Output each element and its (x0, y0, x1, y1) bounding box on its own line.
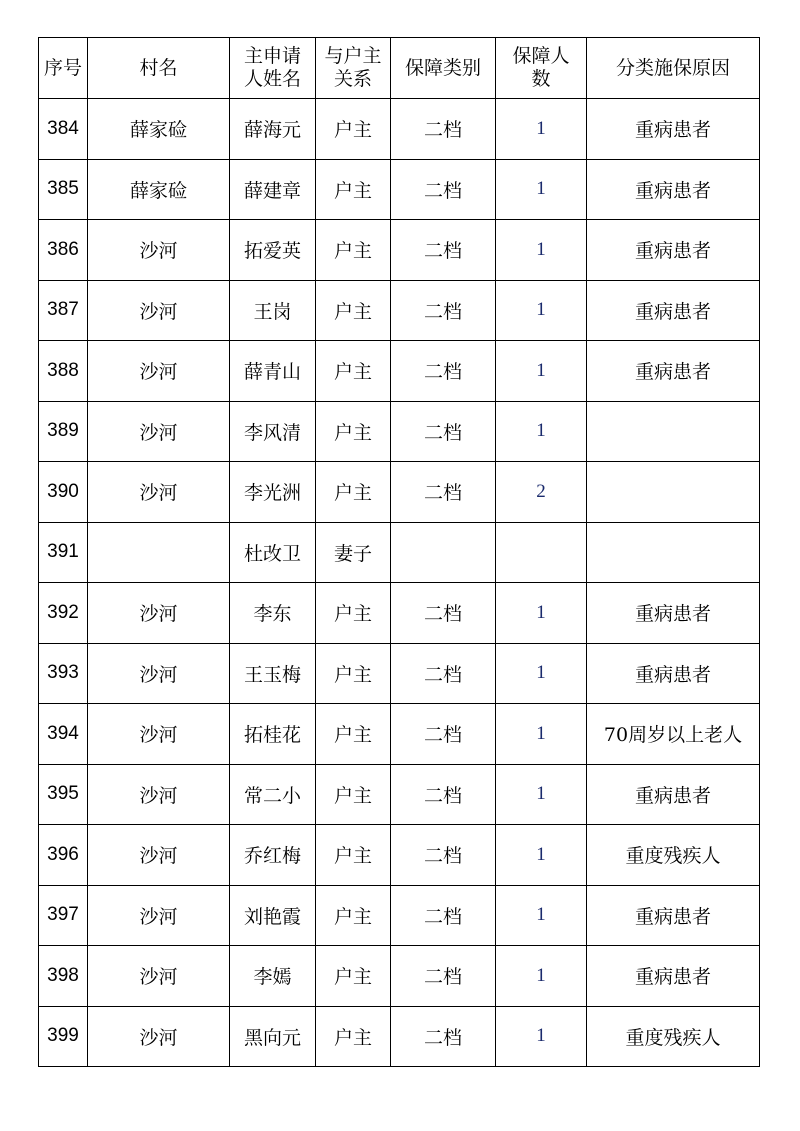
relation-cell: 户主 (316, 885, 391, 946)
serial-no-cell: 394 (39, 704, 88, 765)
applicant-name-cell: 李光洲 (230, 462, 316, 523)
village-cell: 薛家硷 (88, 159, 230, 220)
relation-cell: 户主 (316, 99, 391, 160)
serial-no-cell: 390 (39, 462, 88, 523)
village-cell: 沙河 (88, 946, 230, 1007)
village-cell: 沙河 (88, 341, 230, 402)
relation-cell: 户主 (316, 764, 391, 825)
relation-cell: 户主 (316, 583, 391, 644)
person-count-cell: 1 (496, 764, 587, 825)
category-cell (391, 522, 496, 583)
serial-no-cell: 384 (39, 99, 88, 160)
reason-cell: 重度残疾人 (587, 825, 760, 886)
table-row (39, 99, 760, 160)
category-cell: 二档 (391, 462, 496, 523)
serial-no-cell: 397 (39, 885, 88, 946)
applicant-name-cell: 乔红梅 (230, 825, 316, 886)
header-applicant-name: 主申请人姓名 (230, 38, 316, 99)
person-count-cell: 1 (496, 401, 587, 462)
applicant-name-cell: 刘艳霞 (230, 885, 316, 946)
person-count-cell: 1 (496, 280, 587, 341)
serial-no-cell: 389 (39, 401, 88, 462)
serial-no-cell: 388 (39, 341, 88, 402)
relation-cell: 户主 (316, 825, 391, 886)
table-row (39, 280, 760, 341)
applicant-name-cell: 李风清 (230, 401, 316, 462)
table-row (39, 220, 760, 281)
reason-cell: 重病患者 (587, 220, 760, 281)
village-cell: 沙河 (88, 764, 230, 825)
relation-cell: 户主 (316, 280, 391, 341)
person-count-cell: 1 (496, 583, 587, 644)
relation-cell: 户主 (316, 1006, 391, 1067)
person-count-cell (496, 522, 587, 583)
applicant-name-cell: 李东 (230, 583, 316, 644)
category-cell: 二档 (391, 280, 496, 341)
applicant-name-cell: 李嫣 (230, 946, 316, 1007)
serial-no-cell: 393 (39, 643, 88, 704)
village-cell: 沙河 (88, 643, 230, 704)
table-row (39, 643, 760, 704)
serial-no-cell: 391 (39, 522, 88, 583)
reason-cell: 重度残疾人 (587, 1006, 760, 1067)
header-reason: 分类施保原因 (587, 38, 760, 99)
village-cell: 沙河 (88, 280, 230, 341)
person-count-cell: 1 (496, 159, 587, 220)
village-cell: 沙河 (88, 1006, 230, 1067)
reason-cell: 70周岁以上老人 (587, 704, 760, 765)
table-row (39, 704, 760, 765)
person-count-cell: 1 (496, 220, 587, 281)
header-row (39, 38, 760, 99)
applicant-name-cell: 薛建章 (230, 159, 316, 220)
category-cell: 二档 (391, 341, 496, 402)
village-cell: 沙河 (88, 401, 230, 462)
village-cell: 沙河 (88, 462, 230, 523)
reason-cell: 重病患者 (587, 764, 760, 825)
category-cell: 二档 (391, 99, 496, 160)
person-count-cell: 1 (496, 99, 587, 160)
reason-cell (587, 462, 760, 523)
reason-cell: 重病患者 (587, 643, 760, 704)
village-cell: 沙河 (88, 885, 230, 946)
person-count-cell: 1 (496, 704, 587, 765)
serial-no-cell: 398 (39, 946, 88, 1007)
reason-cell: 重病患者 (587, 159, 760, 220)
serial-no-cell: 387 (39, 280, 88, 341)
table-row (39, 159, 760, 220)
village-cell: 薛家硷 (88, 99, 230, 160)
header-person-count: 保障人数 (496, 38, 587, 99)
relation-cell: 妻子 (316, 522, 391, 583)
reason-cell (587, 401, 760, 462)
applicant-name-cell: 王玉梅 (230, 643, 316, 704)
header-relation: 与户主关系 (316, 38, 391, 99)
relation-cell: 户主 (316, 643, 391, 704)
category-cell: 二档 (391, 583, 496, 644)
table-body (39, 99, 760, 1067)
header-category: 保障类别 (391, 38, 496, 99)
table-row (39, 764, 760, 825)
person-count-cell: 1 (496, 1006, 587, 1067)
applicant-name-cell: 拓桂花 (230, 704, 316, 765)
reason-cell: 重病患者 (587, 946, 760, 1007)
reason-cell: 重病患者 (587, 99, 760, 160)
relation-cell: 户主 (316, 220, 391, 281)
category-cell: 二档 (391, 1006, 496, 1067)
applicant-name-cell: 薛青山 (230, 341, 316, 402)
serial-no-cell: 392 (39, 583, 88, 644)
applicant-name-cell: 拓爱英 (230, 220, 316, 281)
person-count-cell: 1 (496, 643, 587, 704)
person-count-cell: 2 (496, 462, 587, 523)
relation-cell: 户主 (316, 462, 391, 523)
village-cell: 沙河 (88, 704, 230, 765)
header-serial-no: 序号 (39, 38, 88, 99)
relation-cell: 户主 (316, 946, 391, 1007)
person-count-cell: 1 (496, 341, 587, 402)
relation-cell: 户主 (316, 704, 391, 765)
category-cell: 二档 (391, 764, 496, 825)
relation-cell: 户主 (316, 401, 391, 462)
village-cell (88, 522, 230, 583)
relation-cell: 户主 (316, 159, 391, 220)
relation-cell: 户主 (316, 341, 391, 402)
applicant-name-cell: 薛海元 (230, 99, 316, 160)
serial-no-cell: 396 (39, 825, 88, 886)
person-count-cell: 1 (496, 885, 587, 946)
table-row (39, 885, 760, 946)
category-cell: 二档 (391, 220, 496, 281)
applicant-name-cell: 黑向元 (230, 1006, 316, 1067)
reason-cell: 重病患者 (587, 583, 760, 644)
applicant-name-cell: 常二小 (230, 764, 316, 825)
serial-no-cell: 395 (39, 764, 88, 825)
reason-cell: 重病患者 (587, 341, 760, 402)
applicant-name-cell: 杜改卫 (230, 522, 316, 583)
category-cell: 二档 (391, 643, 496, 704)
table-row (39, 946, 760, 1007)
table-row (39, 1006, 760, 1067)
village-cell: 沙河 (88, 583, 230, 644)
serial-no-cell: 399 (39, 1006, 88, 1067)
category-cell: 二档 (391, 825, 496, 886)
serial-no-cell: 385 (39, 159, 88, 220)
village-cell: 沙河 (88, 220, 230, 281)
applicant-name-cell: 王岗 (230, 280, 316, 341)
reason-cell (587, 522, 760, 583)
category-cell: 二档 (391, 946, 496, 1007)
table-row (39, 341, 760, 402)
category-cell: 二档 (391, 401, 496, 462)
person-count-cell: 1 (496, 946, 587, 1007)
village-cell: 沙河 (88, 825, 230, 886)
reason-cell: 重病患者 (587, 280, 760, 341)
table-row (39, 522, 760, 583)
assistance-roster-table (38, 37, 760, 1067)
header-village: 村名 (88, 38, 230, 99)
table-row (39, 825, 760, 886)
category-cell: 二档 (391, 159, 496, 220)
reason-cell: 重病患者 (587, 885, 760, 946)
person-count-cell: 1 (496, 825, 587, 886)
table-row (39, 401, 760, 462)
serial-no-cell: 386 (39, 220, 88, 281)
category-cell: 二档 (391, 885, 496, 946)
table-row (39, 583, 760, 644)
table-row (39, 462, 760, 523)
category-cell: 二档 (391, 704, 496, 765)
